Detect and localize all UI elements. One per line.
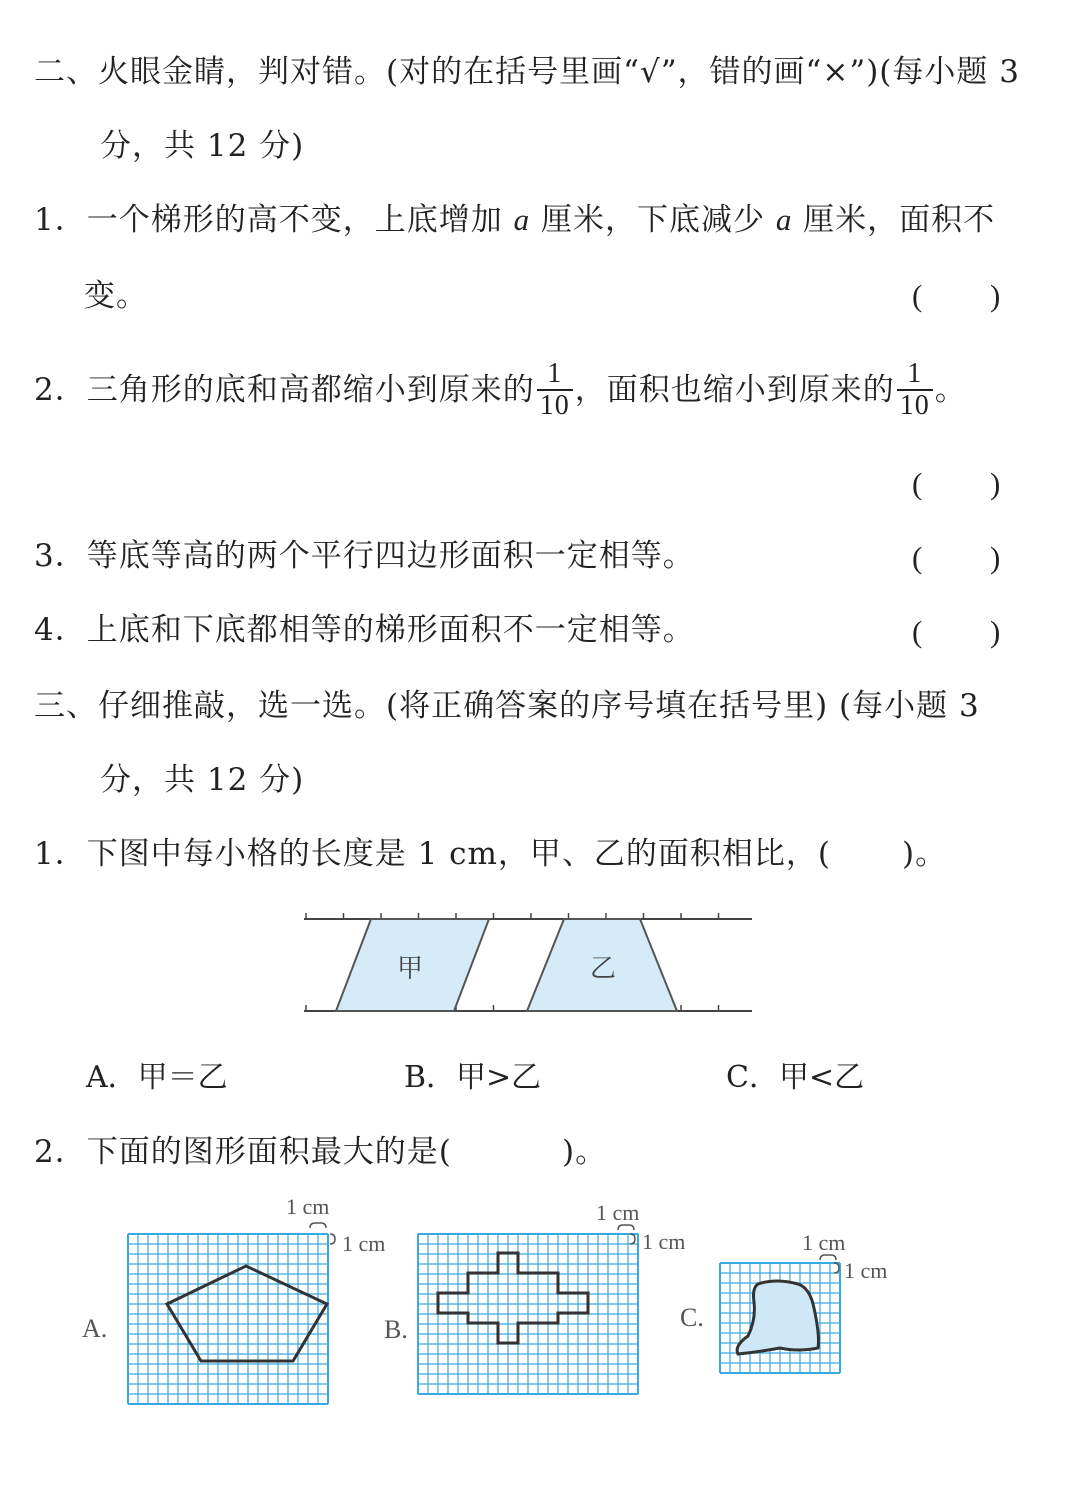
s2-question-2 bbox=[34, 357, 967, 423]
figure-c bbox=[676, 1228, 916, 1378]
unit-label-top: 1 cm bbox=[802, 1230, 846, 1255]
answer-blank-end[interactable]: )。 bbox=[562, 1134, 608, 1170]
answer-paren-open[interactable]: ( bbox=[912, 278, 923, 313]
label-jia: 甲 bbox=[396, 954, 424, 983]
figure-a bbox=[80, 1190, 410, 1410]
var-a: a bbox=[513, 202, 531, 237]
q-text: 等底等高的两个平行四边形面积一定相等。 bbox=[86, 538, 695, 574]
section3-heading: 三、仔细推敲，选一选。(将正确答案的序号填在括号里) (每小题 3 bbox=[34, 688, 980, 724]
unit-brace-top bbox=[618, 1225, 634, 1230]
fraction-numerator: 1 bbox=[537, 359, 573, 391]
unit-brace-side bbox=[630, 1234, 635, 1244]
answer-paren-close[interactable]: ) bbox=[990, 614, 1001, 649]
unit-label-side: 1 cm bbox=[342, 1231, 386, 1256]
option-b[interactable]: B．甲>乙 bbox=[404, 1060, 542, 1095]
q-text: 上底和下底都相等的梯形面积不一定相等。 bbox=[86, 612, 695, 648]
q-text: 一个梯形的高不变，上底增加 bbox=[86, 202, 514, 238]
answer-blank-end[interactable]: )。 bbox=[902, 836, 948, 872]
s2-question-1 bbox=[34, 200, 995, 240]
fraction bbox=[897, 359, 933, 421]
fraction-denominator: 10 bbox=[899, 389, 930, 421]
answer-paren-close[interactable]: ) bbox=[990, 466, 1001, 501]
s2-question-3 bbox=[34, 536, 695, 576]
irregular-shape bbox=[737, 1281, 818, 1354]
q-text: 厘米，面积不 bbox=[792, 202, 996, 238]
answer-paren-open[interactable]: ( bbox=[912, 540, 923, 575]
cross-shape bbox=[438, 1253, 588, 1343]
s3-question-2 bbox=[34, 1132, 452, 1172]
s2-question-1-cont: 变。 bbox=[84, 278, 148, 314]
fraction bbox=[537, 359, 573, 421]
unit-label-top: 1 cm bbox=[596, 1200, 640, 1225]
s3-question-1 bbox=[34, 834, 831, 874]
q-num: 3． bbox=[34, 538, 87, 574]
figure-label-a: A. bbox=[82, 1314, 108, 1343]
section3-heading-cont: 分，共 12 分) bbox=[100, 762, 305, 798]
answer-paren-open[interactable]: ( bbox=[912, 466, 923, 501]
unit-label-side: 1 cm bbox=[844, 1258, 888, 1283]
answer-paren-open[interactable]: ( bbox=[912, 614, 923, 649]
q-num: 1． bbox=[34, 202, 87, 238]
square-grid bbox=[128, 1234, 328, 1404]
q-text: ，面积也缩小到原来的 bbox=[574, 372, 895, 408]
q-num: 1． bbox=[34, 836, 87, 872]
fraction-numerator: 1 bbox=[897, 359, 933, 391]
section2-heading-cont: 分，共 12 分) bbox=[100, 128, 305, 164]
unit-brace-top bbox=[820, 1255, 836, 1260]
unit-label-side: 1 cm bbox=[642, 1229, 686, 1254]
q-text: 下图中每小格的长度是 1 cm，甲、乙的面积相比，( bbox=[86, 836, 832, 872]
figure-label-c: C. bbox=[680, 1303, 704, 1332]
var-a: a bbox=[775, 202, 793, 237]
unit-brace-top bbox=[310, 1223, 326, 1228]
option-c[interactable]: C．甲<乙 bbox=[726, 1060, 865, 1095]
unit-brace-side bbox=[834, 1263, 839, 1273]
answer-paren-close[interactable]: ) bbox=[990, 278, 1001, 313]
fraction-denominator: 10 bbox=[539, 389, 570, 421]
figure-b bbox=[380, 1198, 720, 1408]
section2-heading: 二、火眼金睛，判对错。(对的在括号里画“√”，错的画“×”)(每小题 3 bbox=[34, 54, 1020, 90]
q-num: 2． bbox=[34, 372, 87, 408]
s2-question-4 bbox=[34, 610, 695, 650]
q-text: 厘米，下底减少 bbox=[530, 202, 776, 238]
option-a[interactable]: A．甲＝乙 bbox=[86, 1060, 228, 1095]
q-text: 下面的图形面积最大的是( bbox=[86, 1134, 452, 1170]
q-num: 2． bbox=[34, 1134, 87, 1170]
figure-label-b: B. bbox=[384, 1315, 408, 1344]
unit-label-top: 1 cm bbox=[286, 1194, 330, 1219]
q-num: 4． bbox=[34, 612, 87, 648]
answer-paren-close[interactable]: ) bbox=[990, 540, 1001, 575]
unit-brace-side bbox=[330, 1234, 335, 1244]
q-text: 三角形的底和高都缩小到原来的 bbox=[86, 372, 535, 408]
q-text: 。 bbox=[934, 372, 967, 408]
label-yi: 乙 bbox=[589, 954, 617, 983]
jia-yi-figure bbox=[296, 905, 758, 1025]
